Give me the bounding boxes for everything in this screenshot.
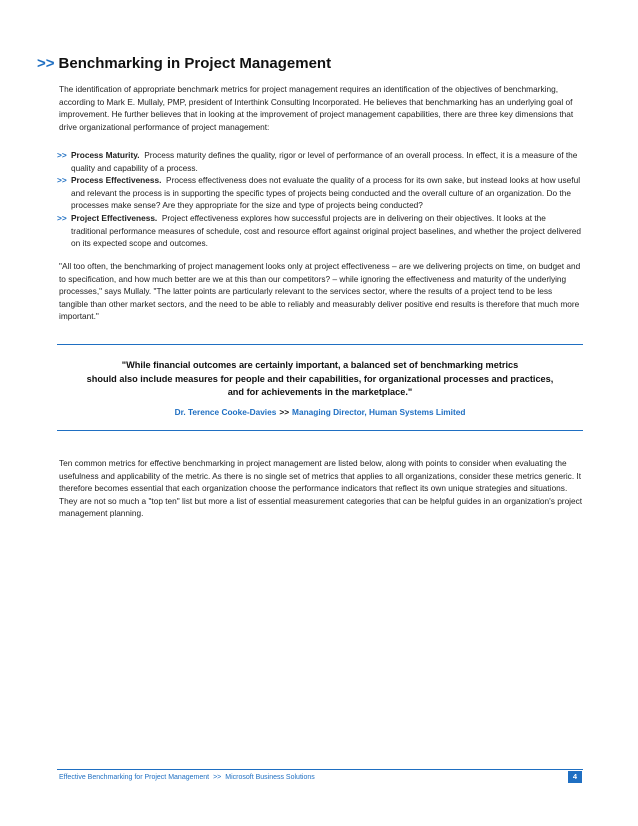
list-item-process-effectiveness	[59, 174, 583, 212]
heading-marker: >>	[37, 55, 55, 72]
footer-divider	[57, 769, 583, 770]
page-number: 4	[568, 771, 582, 783]
pull-quote-bottom-divider	[57, 430, 583, 431]
bullet-text: Process effectiveness does not evaluate the quality of a process for its own sake, but instead looks at how useful and relevant the process is in supporting the specific types of projects being conducted and the overall culture of an organization. Do the processes make sense? Are they appropriate for the size and type of projects being conducted?	[71, 175, 581, 211]
pull-quote-top-divider	[57, 344, 583, 345]
bullet-marker: >>	[57, 175, 67, 186]
pull-quote-line: and for achievements in the marketplace."	[227, 387, 413, 397]
bullet-term: Process Effectiveness.	[71, 175, 162, 186]
attribution-separator: >>	[279, 407, 290, 417]
dimensions-list	[59, 149, 583, 250]
list-item-process-maturity	[59, 149, 583, 174]
footer-document-title: Effective Benchmarking for Project Management	[59, 774, 210, 781]
heading-title: Benchmarking in Project Management	[58, 55, 332, 72]
bullet-marker: >>	[57, 212, 67, 223]
quote-author: Dr. Terence Cooke-Davies	[174, 407, 277, 417]
bullet-term: Project Effectiveness.	[71, 212, 158, 223]
bullet-marker: >>	[57, 150, 67, 160]
pull-quote-line: should also include measures for people and their capabilities, for organizational processes and practices,	[86, 373, 554, 384]
mullaly-quote-paragraph: "All too often, the benchmarking of project management looks only at project effectiveness – are we delivering projects on time, on budget and to specification, and how much better are we at this than our competitors? – while ignoring the effectiveness and maturity of the underlying processes," says Mullaly. "The latter points are particularly relevant to the services sector, where the results of a project tend to be less tangible than other market sectors, and the need to be able to reliably and measurably deliver positive end results is therefore that much more important."	[59, 261, 581, 322]
intro-paragraph: The identification of appropriate benchmark metrics for project management requires an identification of the objectives of benchmarking, according to Mark E. Mullaly, PMP, president of Interthink Consulting Incorporated. He believes that benchmarking has an underlying goal of improvement. He further believes that in looking at the improvement of project management capabilities, there are three key dimensions that drive organizational performance of project management:	[59, 84, 574, 132]
footer	[59, 774, 315, 781]
section-heading	[37, 55, 331, 72]
metrics-intro-paragraph: Ten common metrics for effective benchmarking in project management are listed below, along with points to consider when evaluating the usefulness and applicability of the metric. As there is no single set of metrics that applies to all organizations, consider these metrics generic. It therefore becomes essential that each organization choose the performance indicators that reflect its own unique strategies and situations. They are not so much a "top ten" list but more a list of essential measurement categories that can be helpful guides in an organization's project management planning.	[59, 458, 583, 519]
pull-quote-line: "While financial outcomes are certainly important, a balanced set of benchmarking metrics	[121, 360, 519, 370]
bullet-term: Process Maturity.	[71, 150, 140, 160]
bullet-text: Process maturity defines the quality, rigor or level of performance of an overall process. In effect, it is a measure of the quality and capability of a process.	[71, 150, 578, 173]
footer-separator: >>	[213, 774, 222, 781]
list-item-project-effectiveness	[59, 212, 583, 250]
bullet-text: Project effectiveness explores how successful projects are in delivering on their objectives. It looks at the traditional performance measures of schedule, cost and resource effort against original project baselines, and whether the project delivered on its expected scope and outcomes.	[71, 212, 581, 249]
pull-quote-attribution	[57, 407, 583, 417]
footer-company: Microsoft Business Solutions	[225, 774, 315, 781]
quote-author-role: Managing Director, Human Systems Limited	[292, 407, 466, 417]
pull-quote	[57, 359, 583, 400]
